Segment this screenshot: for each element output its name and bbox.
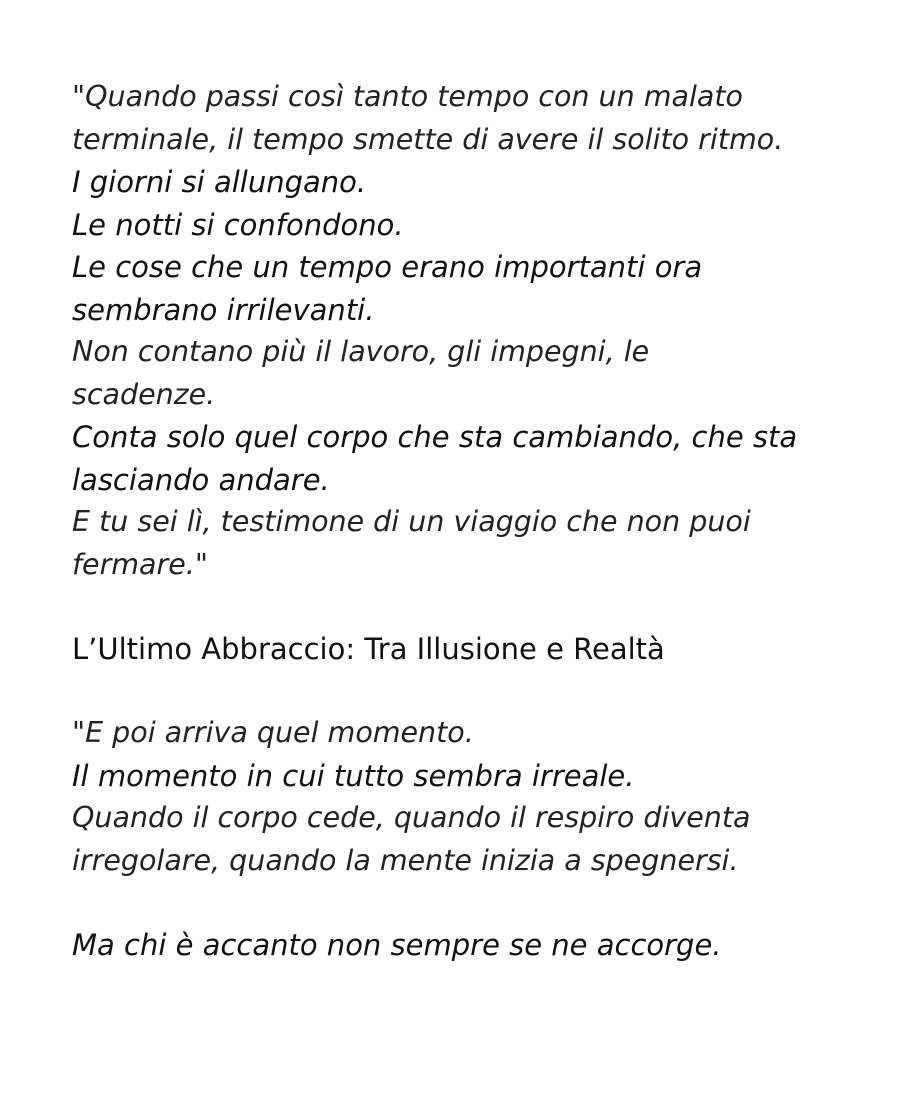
quote-line-emphasis: Conta solo quel corpo che sta cambiando, che sta — [72, 420, 798, 454]
quote-line: irregolare, quando la mente inizia a spegnersi. — [72, 843, 739, 877]
quote-line: scadenze. — [72, 377, 216, 411]
quote-line-emphasis: Le cose che un tempo erano importanti ora — [72, 250, 703, 284]
quote-line-emphasis: Il momento in cui tutto sembra irreale. — [72, 758, 635, 793]
quote-line-emphasis: Le notti si confondono. — [72, 207, 404, 242]
section-heading: L’Ultimo Abbraccio: Tra Illusione e Realtà — [72, 632, 665, 666]
quote-line-emphasis: sembrano irrilevanti. — [72, 292, 375, 327]
quote-line: Non contano più il lavoro, gli impegni, le — [72, 335, 650, 368]
quote-line: "E poi arriva quel momento. — [72, 716, 474, 749]
document-page — [72, 0, 872, 967]
quote-line-emphasis: I giorni si allungano. — [72, 165, 367, 199]
quote-line: terminale, il tempo smette di avere il solito ritmo. — [72, 122, 784, 156]
quote-line: fermare." — [72, 547, 208, 581]
quote-line: Quando il corpo cede, quando il respiro diventa — [72, 801, 751, 834]
quote-line-emphasis: lasciando andare. — [72, 462, 330, 497]
quote-block-2 — [72, 712, 872, 882]
quote-line: "Quando passi così tanto tempo con un malato — [72, 80, 743, 113]
quote-block-1 — [72, 76, 872, 586]
closing-line: Ma chi è accanto non sempre se ne accorge. — [72, 928, 722, 962]
quote-line: E tu sei lì, testimone di un viaggio che non puoi — [72, 505, 751, 538]
